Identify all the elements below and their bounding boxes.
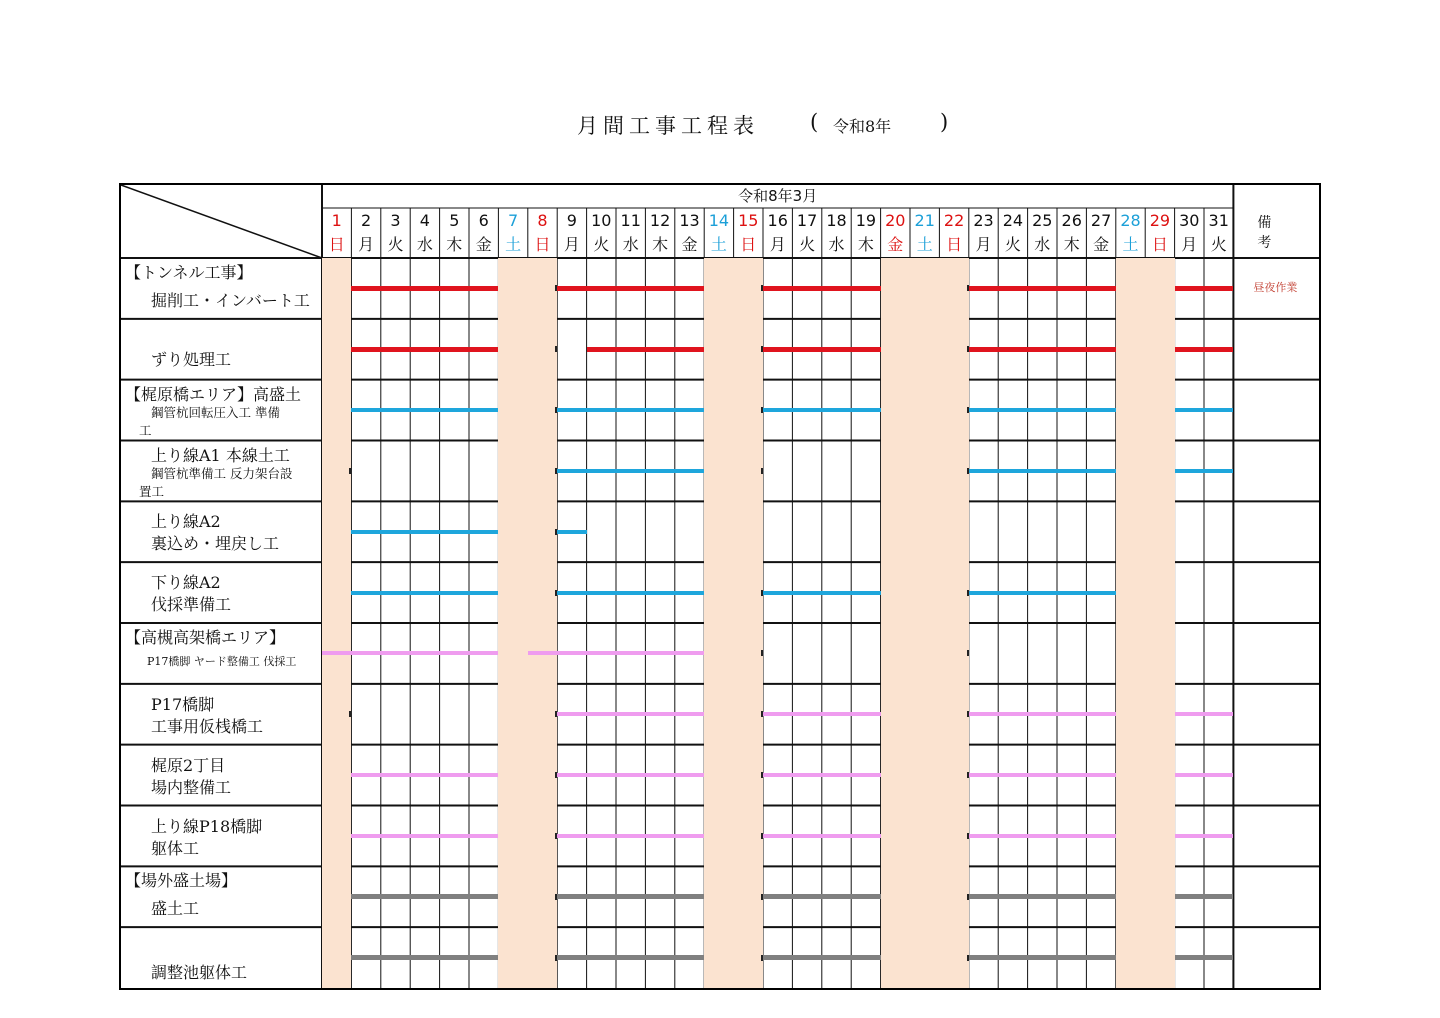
task-label-line: 下り線A2 xyxy=(151,573,221,593)
schedule-bar xyxy=(351,530,498,534)
schedule-table xyxy=(119,183,1321,990)
day-of-week: 土 xyxy=(710,235,727,254)
schedule-bar xyxy=(557,286,704,291)
task-label-line: 【梶原橋エリア】高盛土 xyxy=(125,384,302,404)
task-label-line: 【トンネル工事】 xyxy=(125,263,253,282)
day-number: 18 xyxy=(826,211,847,230)
task-label-line: 躯体工 xyxy=(151,838,200,858)
schedule-bar xyxy=(763,347,881,352)
day-of-week: 金 xyxy=(1093,235,1110,254)
day-number: 11 xyxy=(620,211,641,230)
schedule-bar xyxy=(557,591,704,595)
schedule-bar xyxy=(557,955,704,960)
task-label-line: 掘削工・インバート工 xyxy=(151,291,310,310)
day-number: 22 xyxy=(943,211,965,230)
day-tick-mark xyxy=(967,955,969,961)
day-number: 17 xyxy=(796,211,818,230)
day-tick-mark xyxy=(967,346,969,352)
day-number: 1 xyxy=(331,211,342,230)
day-tick-mark xyxy=(761,468,763,474)
task-label xyxy=(121,623,321,684)
schedule-bar xyxy=(351,591,498,595)
day-of-week: 木 xyxy=(446,235,463,254)
day-of-week: 火 xyxy=(593,235,610,254)
schedule-bar xyxy=(969,347,1116,352)
day-tick-mark xyxy=(555,346,557,352)
schedule-bar xyxy=(351,286,498,291)
task-label-line: 裏込め・埋戻し工 xyxy=(151,534,280,554)
day-of-week: 日 xyxy=(740,235,757,254)
day-tick-mark xyxy=(555,590,557,596)
task-label-line: ずり処理工 xyxy=(151,350,232,370)
schedule-bar xyxy=(351,347,498,352)
day-tick-mark xyxy=(967,772,969,778)
schedule-bar xyxy=(969,286,1116,291)
task-label-line: P17橋脚 xyxy=(151,694,215,714)
day-number: 29 xyxy=(1149,211,1171,230)
day-tick-mark xyxy=(967,833,969,839)
schedule-bar xyxy=(969,955,1116,960)
task-label-line: 工事用仮桟橋工 xyxy=(151,716,264,736)
day-of-week: 土 xyxy=(1122,235,1139,254)
day-tick-mark xyxy=(967,285,969,291)
task-label-line: P17橋脚 ヤード整備工 伐採工 xyxy=(147,655,297,668)
task-label xyxy=(121,927,321,988)
day-tick-mark xyxy=(555,772,557,778)
day-of-week: 月 xyxy=(769,235,786,254)
day-of-week: 木 xyxy=(1063,235,1080,254)
task-label xyxy=(121,501,321,562)
task-label xyxy=(121,866,321,927)
day-tick-mark xyxy=(967,590,969,596)
day-tick-mark xyxy=(967,711,969,717)
day-tick-mark xyxy=(967,894,969,900)
schedule-bar xyxy=(557,834,704,838)
task-label xyxy=(121,562,321,623)
day-of-week: 金 xyxy=(887,235,904,254)
task-label-line: 梶原2丁目 xyxy=(151,755,226,775)
day-tick-mark xyxy=(349,711,351,717)
day-of-week: 月 xyxy=(358,235,375,254)
day-number: 10 xyxy=(591,211,612,230)
schedule-bar xyxy=(1175,286,1234,291)
schedule-bar xyxy=(1175,955,1234,960)
schedule-bar xyxy=(763,773,881,777)
day-of-week: 水 xyxy=(622,235,639,254)
schedule-bar xyxy=(763,712,881,716)
day-of-week: 水 xyxy=(1034,235,1051,254)
day-tick-mark xyxy=(349,468,351,474)
schedule-bar xyxy=(969,469,1116,473)
day-tick-mark xyxy=(761,285,763,291)
task-label-line: 置工 xyxy=(139,483,165,499)
day-tick-mark xyxy=(761,894,763,900)
day-of-week: 木 xyxy=(857,235,874,254)
task-label-line: 鋼管杭準備工 反力架台設 xyxy=(151,465,293,481)
day-tick-mark xyxy=(555,955,557,961)
schedule-bar xyxy=(557,469,704,473)
day-tick-mark xyxy=(761,833,763,839)
row-remark: 昼夜作業 xyxy=(1253,281,1298,295)
day-number: 19 xyxy=(855,211,877,230)
schedule-bar xyxy=(351,773,498,777)
task-label-line: 上り線P18橋脚 xyxy=(151,816,263,836)
day-tick-mark xyxy=(967,407,969,413)
title-open-paren: ( xyxy=(810,110,819,134)
schedule-bar xyxy=(969,712,1116,716)
day-tick-mark xyxy=(555,285,557,291)
schedule-bar xyxy=(763,591,881,595)
day-number: 4 xyxy=(419,211,430,230)
day-tick-mark xyxy=(761,346,763,352)
day-of-week: 土 xyxy=(916,235,933,254)
day-number: 12 xyxy=(649,211,671,230)
day-number: 2 xyxy=(360,211,372,230)
day-number: 9 xyxy=(566,211,577,230)
schedule-bar xyxy=(351,834,498,838)
day-tick-mark xyxy=(555,407,557,413)
schedule-bar xyxy=(528,651,704,655)
weekend-column xyxy=(498,258,527,988)
day-of-week: 金 xyxy=(475,235,492,254)
weekend-column xyxy=(939,258,968,988)
header-diagonal-line xyxy=(121,185,322,258)
task-label xyxy=(121,745,321,806)
task-label xyxy=(121,684,321,745)
day-tick-mark xyxy=(761,772,763,778)
day-number: 26 xyxy=(1061,211,1082,230)
title-main: 月間工事工程表 xyxy=(577,114,759,138)
task-label xyxy=(121,441,321,502)
day-of-week: 火 xyxy=(799,235,816,254)
day-of-week: 日 xyxy=(946,235,963,254)
day-number: 16 xyxy=(767,211,788,230)
task-label-line: 上り線A1 本線土工 xyxy=(151,445,290,465)
day-number: 13 xyxy=(679,211,700,230)
schedule-bar xyxy=(763,408,881,412)
task-label-line: 【場外盛土場】 xyxy=(125,871,238,891)
schedule-bar xyxy=(557,408,704,412)
day-tick-mark xyxy=(555,529,557,535)
day-of-week: 土 xyxy=(505,235,522,254)
day-tick-mark xyxy=(761,650,763,656)
task-label-line: 伐採準備工 xyxy=(151,595,232,615)
day-of-week: 火 xyxy=(387,235,404,254)
weekend-column xyxy=(528,258,557,988)
title-close-paren: ) xyxy=(940,110,949,134)
day-tick-mark xyxy=(761,590,763,596)
weekend-column xyxy=(322,258,351,988)
schedule-bar xyxy=(587,347,705,352)
task-label-line: 鋼管杭回転圧入工 準備 xyxy=(151,404,280,420)
day-of-week: 火 xyxy=(1004,235,1021,254)
day-tick-mark xyxy=(967,468,969,474)
schedule-bar xyxy=(1175,894,1234,899)
schedule-bar xyxy=(1175,408,1234,412)
remarks-header: 備 考 xyxy=(1257,215,1282,251)
day-of-week: 日 xyxy=(328,235,345,254)
day-number: 15 xyxy=(738,211,759,230)
day-of-week: 月 xyxy=(563,235,580,254)
day-number: 21 xyxy=(914,211,935,230)
day-of-week: 水 xyxy=(828,235,845,254)
day-of-week: 月 xyxy=(1181,235,1198,254)
schedule-bar xyxy=(763,955,881,960)
schedule-bar xyxy=(969,773,1116,777)
task-label xyxy=(121,258,321,319)
day-tick-mark xyxy=(967,650,969,656)
schedule-bar xyxy=(763,286,881,291)
title-era: 令和8年 xyxy=(833,117,892,136)
schedule-bar xyxy=(1175,712,1234,716)
schedule-bar xyxy=(763,894,881,899)
day-tick-mark xyxy=(761,407,763,413)
schedule-bar xyxy=(1175,347,1234,352)
schedule-bar xyxy=(322,651,498,655)
schedule-bar xyxy=(1175,834,1234,838)
task-label xyxy=(121,319,321,380)
day-of-week: 金 xyxy=(681,235,698,254)
schedule-bar xyxy=(557,712,704,716)
day-number: 14 xyxy=(708,211,730,230)
day-of-week: 月 xyxy=(975,235,992,254)
day-number: 24 xyxy=(1002,211,1024,230)
task-label-line: 盛土工 xyxy=(151,899,200,919)
day-of-week: 日 xyxy=(1151,235,1168,254)
day-tick-mark xyxy=(555,833,557,839)
weekend-column xyxy=(881,258,910,988)
weekend-column xyxy=(1145,258,1174,988)
day-of-week: 水 xyxy=(416,235,433,254)
day-number: 8 xyxy=(537,211,548,230)
day-of-week: 火 xyxy=(1210,235,1227,254)
task-label-line: 【高槻高架橋エリア】 xyxy=(125,628,286,647)
day-number: 5 xyxy=(449,211,460,230)
schedule-bar xyxy=(557,894,704,899)
month-label: 令和8年3月 xyxy=(738,187,818,205)
day-of-week: 木 xyxy=(652,235,669,254)
schedule-bar xyxy=(969,591,1116,595)
schedule-bar xyxy=(351,408,498,412)
task-label xyxy=(121,380,321,441)
day-number: 28 xyxy=(1120,211,1141,230)
task-label-line: 工 xyxy=(139,422,152,438)
schedule-bar xyxy=(969,894,1116,899)
task-label-line: 上り線A2 xyxy=(151,512,221,532)
schedule-bar xyxy=(351,955,498,960)
schedule-bar xyxy=(969,408,1116,412)
day-number: 7 xyxy=(507,211,519,230)
day-number: 3 xyxy=(390,211,401,230)
day-tick-mark xyxy=(555,468,557,474)
weekend-column xyxy=(734,258,763,988)
day-tick-mark xyxy=(761,955,763,961)
day-number: 6 xyxy=(478,211,489,230)
schedule-bar xyxy=(1175,469,1234,473)
day-number: 31 xyxy=(1208,211,1229,230)
day-of-week: 日 xyxy=(534,235,551,254)
task-label-line: 調整池躯体工 xyxy=(151,962,248,982)
day-number: 20 xyxy=(885,211,906,230)
task-label-line: 場内整備工 xyxy=(151,777,232,797)
schedule-bar xyxy=(1175,773,1234,777)
day-number: 23 xyxy=(973,211,994,230)
schedule-bar xyxy=(351,894,498,899)
schedule-bar xyxy=(557,530,586,534)
day-number: 30 xyxy=(1179,211,1200,230)
day-tick-mark xyxy=(761,711,763,717)
day-tick-mark xyxy=(555,711,557,717)
task-label xyxy=(121,806,321,867)
weekend-column xyxy=(704,258,733,988)
schedule-bar xyxy=(557,773,704,777)
schedule-bar xyxy=(763,834,881,838)
day-number: 25 xyxy=(1032,211,1053,230)
day-tick-mark xyxy=(555,894,557,900)
schedule-bar xyxy=(969,834,1116,838)
day-number: 27 xyxy=(1090,211,1112,230)
weekend-column xyxy=(910,258,939,988)
weekend-column xyxy=(1116,258,1145,988)
